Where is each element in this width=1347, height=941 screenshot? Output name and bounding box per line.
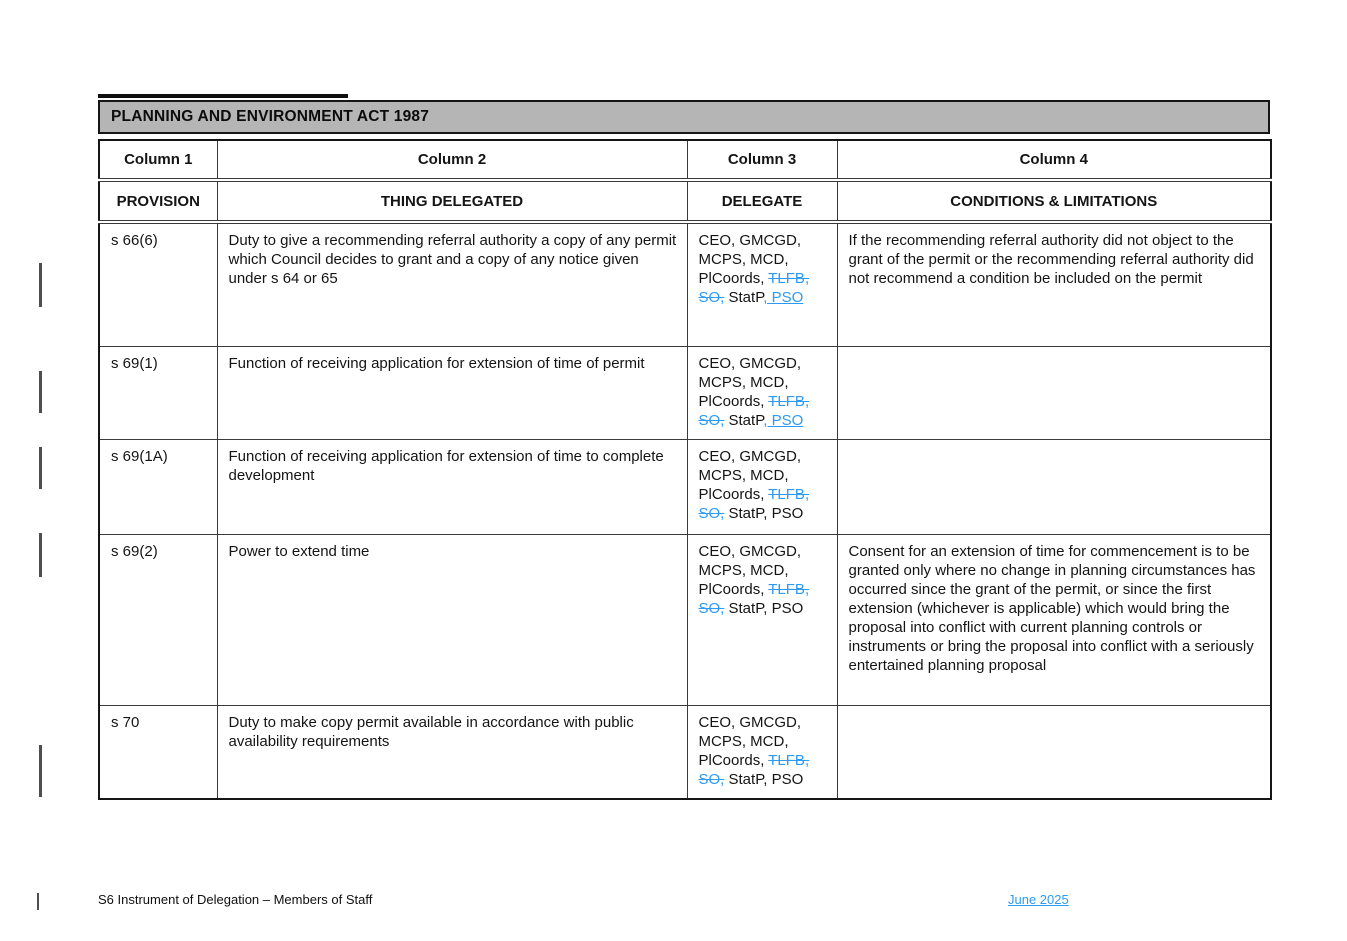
table-top-rule [98, 94, 348, 98]
table-body [99, 222, 1271, 799]
column-header-row [99, 140, 1271, 180]
deleted-text: TLFB, SO, [698, 485, 810, 522]
deleted-text: TLFB, SO, [698, 580, 810, 617]
footer-document-title: S6 Instrument of Delegation – Members of Staff [98, 892, 373, 907]
table-row [99, 534, 1271, 705]
inserted-text: , PSO [763, 411, 804, 429]
provision-cell: s 69(2) [99, 534, 217, 705]
delegate-text: StatP, PSO [724, 599, 804, 617]
deleted-text: TLFB, SO, [698, 270, 810, 306]
delegate-text: StatP [724, 289, 764, 306]
thing-delegated-cell: Duty to give a recommending referral authority a copy of any permit which Council decides to grant and a copy of any notice given under s 64 or 65 [217, 222, 687, 346]
provision-cell: s 69(1) [99, 346, 217, 439]
table-row [99, 222, 1271, 346]
delegate-cell [687, 439, 837, 534]
provision-cell: s 70 [99, 705, 217, 799]
column-header-4: Column 4 [837, 140, 1271, 180]
delegate-text: StatP, PSO [724, 770, 804, 788]
table-row [99, 439, 1271, 534]
table-header [99, 140, 1271, 222]
act-title: PLANNING AND ENVIRONMENT ACT 1987 [111, 108, 430, 125]
field-header-2: THING DELEGATED [217, 180, 687, 222]
deleted-text: TLFB, SO, [698, 751, 810, 788]
thing-delegated-cell: Duty to make copy permit available in accordance with public availability requirements [217, 705, 687, 799]
tracked-change-bar [39, 447, 42, 489]
conditions-cell [837, 346, 1271, 439]
delegate-cell [687, 222, 837, 346]
field-header-1: PROVISION [99, 180, 217, 222]
delegate-cell [687, 534, 837, 705]
thing-delegated-cell: Power to extend time [217, 534, 687, 705]
column-header-3: Column 3 [687, 140, 837, 180]
provision-cell: s 66(6) [99, 222, 217, 346]
column-header-2: Column 2 [217, 140, 687, 180]
thing-delegated-cell: Function of receiving application for extension of time of permit [217, 346, 687, 439]
delegate-text: CEO, GMCGD, MCPS, MCD, PlCoords, [698, 713, 802, 769]
field-header-row [99, 180, 1271, 222]
conditions-cell: If the recommending referral authority did not object to the grant of the permit or the recommending referral authority did not recommend a condition be included on the permit [837, 222, 1271, 346]
tracked-change-bar [37, 893, 39, 910]
tracked-change-bar [39, 263, 42, 307]
conditions-cell [837, 705, 1271, 799]
inserted-text: , PSO [763, 289, 804, 306]
delegate-text: CEO, GMCGD, MCPS, MCD, PlCoords, [698, 354, 802, 410]
column-header-1: Column 1 [99, 140, 217, 180]
delegate-cell [687, 705, 837, 799]
thing-delegated-cell: Function of receiving application for extension of time to complete development [217, 439, 687, 534]
tracked-change-bar [39, 745, 42, 797]
field-header-4: CONDITIONS & LIMITATIONS [837, 180, 1271, 222]
delegate-cell [687, 346, 837, 439]
deleted-text: TLFB, SO, [698, 392, 810, 429]
provision-cell: s 69(1A) [99, 439, 217, 534]
delegate-text: StatP, PSO [724, 504, 804, 522]
footer-date-link[interactable]: June 2025 [1008, 892, 1069, 907]
field-header-3: DELEGATE [687, 180, 837, 222]
tracked-change-bar [39, 533, 42, 577]
tracked-change-bar [39, 371, 42, 413]
conditions-cell [837, 439, 1271, 534]
delegate-text: CEO, GMCGD, MCPS, MCD, PlCoords, [698, 447, 802, 503]
delegation-table [98, 139, 1272, 800]
delegate-text: CEO, GMCGD, MCPS, MCD, PlCoords, [698, 542, 802, 598]
conditions-cell: Consent for an extension of time for commencement is to be granted only where no change in planning circumstances has occurred since the grant of the permit, or since the first extension (whichever is applicable) which would bring the proposal into conflict with current planning controls or instruments or bring the proposal into conflict with a seriously entertained planning proposal [837, 534, 1271, 705]
table-row [99, 705, 1271, 799]
delegate-text: StatP [724, 411, 764, 429]
table-row [99, 346, 1271, 439]
delegate-text: CEO, GMCGD, MCPS, MCD, PlCoords, [698, 232, 802, 287]
act-title-bar [98, 100, 1270, 134]
